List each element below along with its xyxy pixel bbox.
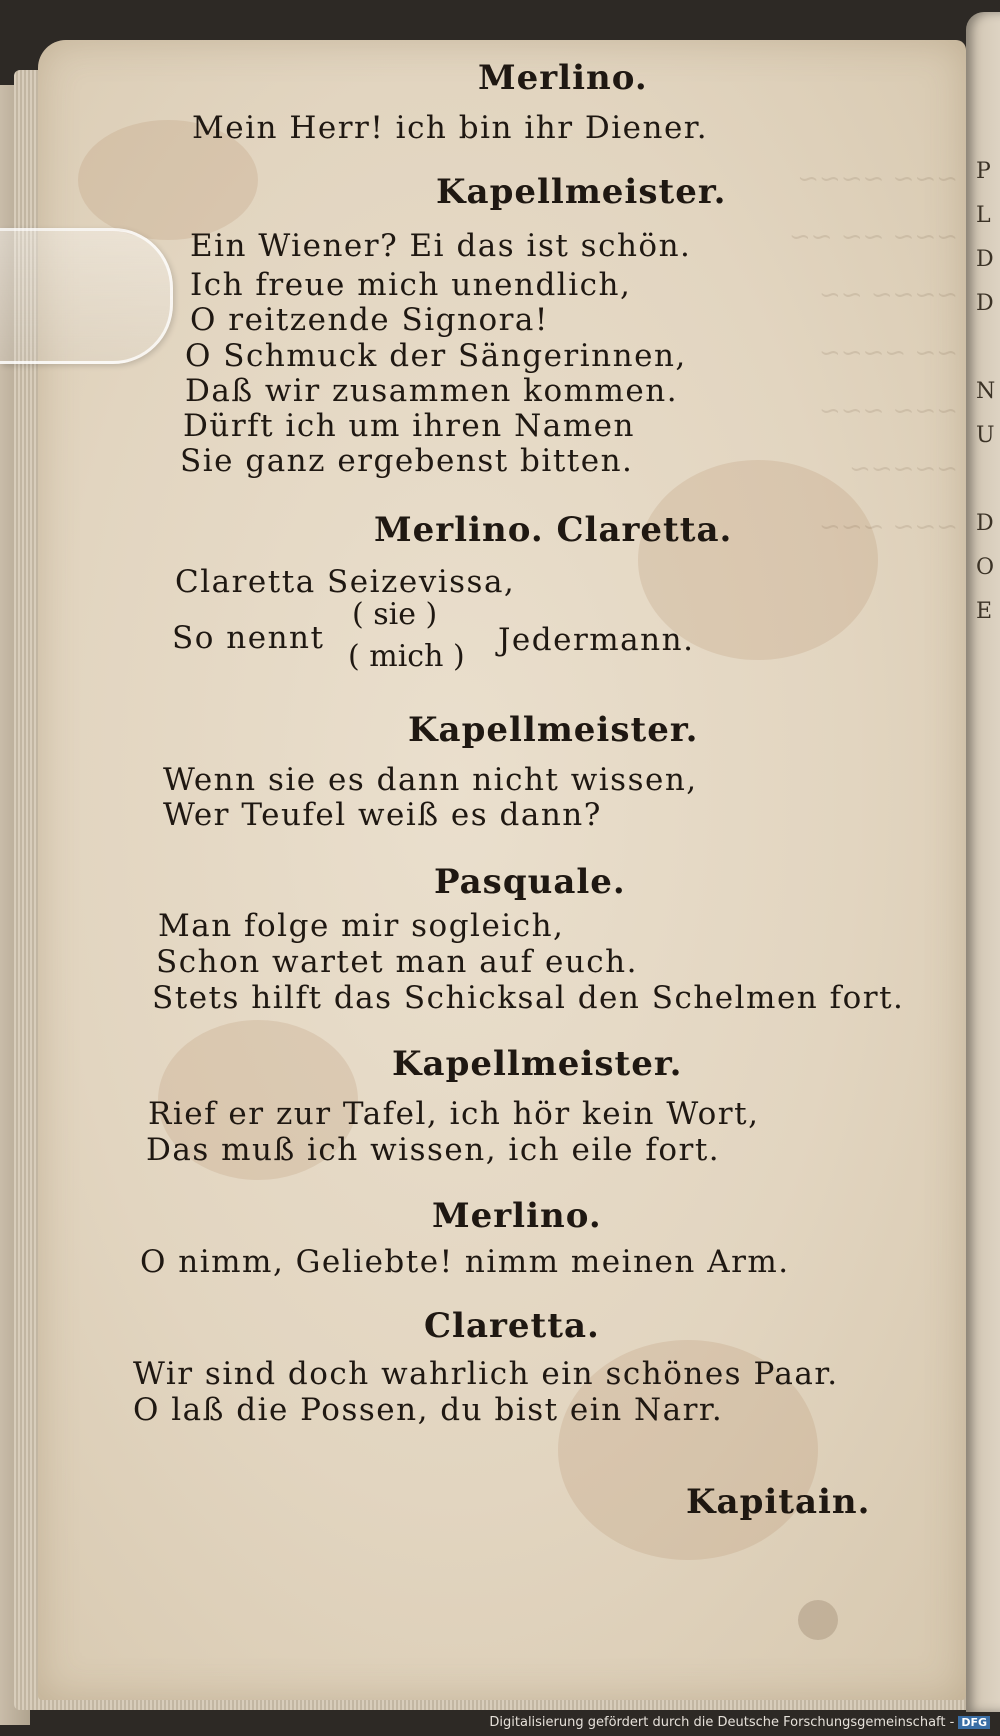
verse-line: Claretta Seizevissa,: [175, 564, 516, 600]
facing-page-fragments: P L D D N U D O E: [976, 159, 996, 624]
verse-line: Wir sind doch wahrlich ein schönes Paar.: [133, 1356, 839, 1392]
verse-line: Jedermann.: [498, 622, 695, 658]
verse-line: Stets hilft das Schicksal den Schelmen fort.: [152, 980, 905, 1016]
verse-line: Ein Wiener? Ei das ist schön.: [190, 228, 692, 264]
verse-line: Schon wartet man auf euch.: [156, 944, 638, 980]
verse-line: Daß wir zusammen kommen.: [185, 373, 679, 409]
verse-line: Ich freue mich unendlich,: [190, 267, 632, 303]
speaker-heading: Kapellmeister.: [436, 172, 727, 212]
speaker-heading: Merlino. Claretta.: [374, 510, 733, 550]
dfg-logo: DFG: [958, 1716, 990, 1729]
credit-text: Digitalisierung gefördert durch die Deutsche Forschungsgemeinschaft -: [489, 1715, 955, 1730]
verse-line: Man folge mir sogleich,: [158, 908, 565, 944]
speaker-heading: Kapellmeister.: [392, 1044, 683, 1084]
verse-line: Dürft ich um ihren Namen: [183, 408, 635, 444]
stage-alternative: ( sie ): [352, 597, 438, 632]
verse-line: Wenn sie es dann nicht wissen,: [163, 762, 698, 798]
stage-alternative: ( mich ): [348, 639, 465, 674]
show-through-text: ~~~ ~~~~ ~~~ ~~ ~~ ~~~~ ~~ ~~ ~~~~ ~~~ ~~~ ~~~~~ ~~~ ~~~: [788, 164, 958, 542]
verse-line: O nimm, Geliebte! nimm meinen Arm.: [140, 1244, 790, 1280]
speaker-heading: Pasquale.: [434, 862, 626, 902]
speaker-heading: Claretta.: [424, 1306, 600, 1346]
speaker-heading: Kapellmeister.: [408, 710, 699, 750]
verse-line: Sie ganz ergebenst bitten.: [180, 443, 634, 479]
verse-line: Mein Herr! ich bin ihr Diener.: [192, 110, 709, 146]
verse-line: Wer Teufel weiß es dann?: [163, 797, 602, 833]
verse-line: Das muß ich wissen, ich eile fort.: [146, 1132, 721, 1168]
speaker-heading: Merlino.: [478, 58, 648, 98]
verse-line: O laß die Possen, du bist ein Narr.: [133, 1392, 724, 1428]
verse-line: Rief er zur Tafel, ich hör kein Wort,: [148, 1096, 760, 1132]
verse-line: So nennt: [172, 620, 325, 656]
verse-line: O reitzende Signora!: [190, 302, 549, 338]
verse-line: O Schmuck der Sängerinnen,: [185, 338, 687, 374]
catchword: Kapitain.: [686, 1482, 871, 1522]
bookmark-clip: [0, 228, 173, 364]
speaker-heading: Merlino.: [432, 1196, 602, 1236]
digitization-credit: [489, 1715, 990, 1730]
